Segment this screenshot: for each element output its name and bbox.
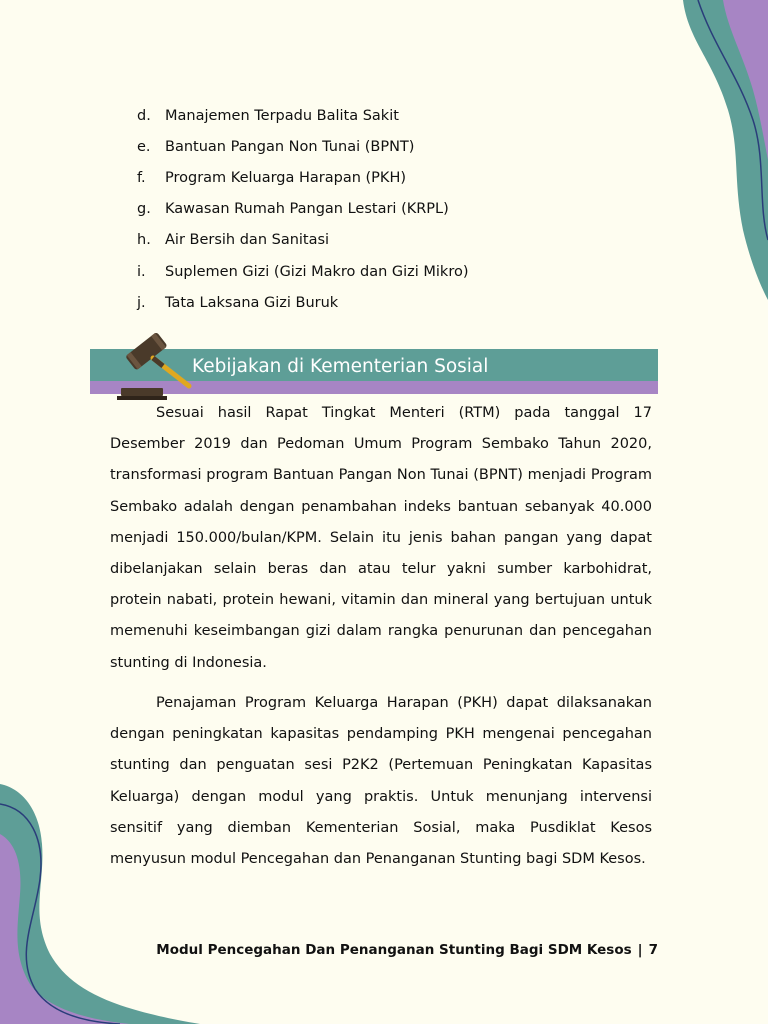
program-list xyxy=(137,100,469,318)
list-item: d. Manajemen Terpadu Balita Sakit xyxy=(137,107,399,124)
page-number: 7 xyxy=(648,942,658,958)
paragraph: Penajaman Program Keluarga Harapan (PKH) dapat dilaksanakan dengan peningkatan kapasitas pendamping PKH mengenai pencegahan stunting dan penguatan sesi P2K2 (Pertemuan Peningkatan Kapasitas Keluarga) dengan modul yang praktis. Untuk menunjang intervensi sensitif yang diemban Kementerian Sosial, maka Pusdiklat Kesos menyusun modul Pencegahan dan Penanganan Stunting bagi SDM Kesos. xyxy=(110,695,652,868)
footer-separator: | xyxy=(637,942,643,958)
list-item: i. Suplemen Gizi (Gizi Makro dan Gizi Mikro) xyxy=(137,263,469,280)
corner-wave-decoration-top xyxy=(528,0,768,320)
list-item: f. Program Keluarga Harapan (PKH) xyxy=(137,169,406,186)
list-item: g. Kawasan Rumah Pangan Lestari (KRPL) xyxy=(137,201,449,218)
section-title: Kebijakan di Kementerian Sosial xyxy=(192,356,489,377)
list-item: h. Air Bersih dan Sanitasi xyxy=(137,232,330,249)
page-footer xyxy=(156,942,658,958)
list-item: j. Tata Laksana Gizi Buruk xyxy=(137,294,339,311)
paragraph: Sesuai hasil Rapat Tingkat Menteri (RTM) pada tanggal 17 Desember 2019 dan Pedoman Umum Program Sembako Tahun 2020, transformasi program Bantuan Pangan Non Tunai (BPNT) menjadi Program Sembako adalah dengan penambahan indeks bantuan sebanyak 40.000 menjadi 150.000/bulan/KPM. Selain itu jenis bahan pangan yang dapat dibelanjakan selain beras dan atau telur yakni sumber karbohidrat, protein nabati, protein hewani, vitamin dan mineral yang bertujuan untuk memenuhi keseimbangan gizi dalam rangka penurunan dan pencegahan stunting di Indonesia. xyxy=(110,405,652,671)
footer-title: Modul Pencegahan Dan Penanganan Stunting Bagi SDM Kesos xyxy=(156,942,632,958)
gavel-icon xyxy=(113,330,193,402)
list-item: e. Bantuan Pangan Non Tunai (BPNT) xyxy=(137,138,415,155)
